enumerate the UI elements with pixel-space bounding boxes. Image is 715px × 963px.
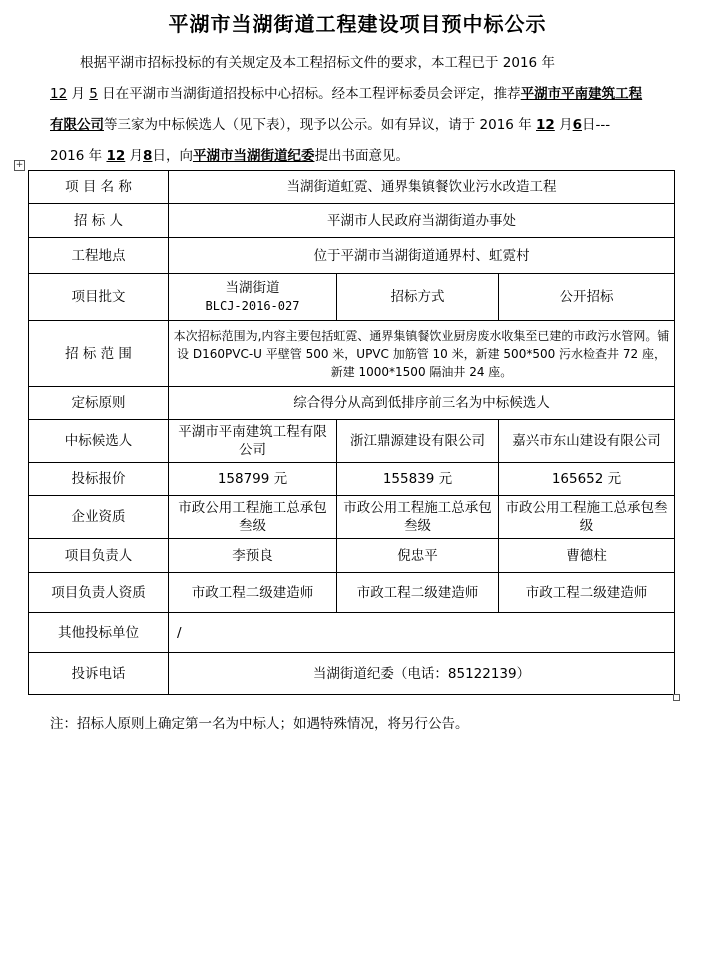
complaint-phone: 当湖街道纪委（电话：85122139） bbox=[169, 653, 675, 695]
project-name: 当湖街道虹霓、通界集镇餐饮业污水改造工程 bbox=[169, 171, 675, 204]
table-row bbox=[29, 204, 675, 238]
candidate-bid: 158799 元 bbox=[169, 463, 337, 496]
date-month: 12 bbox=[536, 117, 555, 133]
project-name-label: 项 目 名 称 bbox=[29, 171, 169, 204]
scope-label: 招 标 范 围 bbox=[29, 321, 169, 387]
date-month: 12 bbox=[106, 148, 126, 164]
intro-text: 日，向 bbox=[152, 148, 193, 164]
candidate-manager-qual: 市政工程二级建造师 bbox=[337, 573, 499, 613]
date-month: 12 bbox=[50, 86, 68, 102]
bid-label: 投标报价 bbox=[29, 463, 169, 496]
table-row bbox=[29, 613, 675, 653]
candidate-name: 嘉兴市东山建设有限公司 bbox=[499, 420, 675, 463]
candidate-qualification: 市政公用工程施工总承包叁级 bbox=[499, 496, 675, 539]
move-handle-icon[interactable]: + bbox=[15, 160, 24, 170]
candidate-manager: 李预良 bbox=[169, 539, 337, 573]
candidate-bid: 165652 元 bbox=[499, 463, 675, 496]
page-title: 平湖市当湖街道工程建设项目预中标公示 bbox=[168, 12, 547, 36]
table-row bbox=[29, 539, 675, 573]
approval-code: BLCJ-2016-027 bbox=[205, 299, 300, 313]
recommended-company: 平湖市平南建筑工程有限公司 bbox=[50, 86, 643, 133]
scope-text: 本次招标范围为,内容主要包括虹霓、通界集镇餐饮业厨房废水收集至已建的市政污水管网。铺设 D160PVC-U 平壁管 500 米，UPVC 加筋管 10 米，新建 500*500 污水检查井 72 座，新建 1000*1500 隔油井 24 座。 bbox=[169, 321, 675, 387]
other-bidders: / bbox=[169, 613, 675, 653]
intro-text: 日在平湖市当湖街道招投标中心招标。经本工程评标委员会评定，推荐 bbox=[102, 86, 521, 102]
intro-text: 月 bbox=[71, 86, 85, 102]
candidate-qualification: 市政公用工程施工总承包叁级 bbox=[337, 496, 499, 539]
manager-label: 项目负责人 bbox=[29, 539, 169, 573]
table-row bbox=[29, 171, 675, 204]
table-row bbox=[29, 496, 675, 539]
method: 公开招标 bbox=[499, 274, 675, 321]
tenderer: 平湖市人民政府当湖街道办事处 bbox=[169, 204, 675, 238]
table-row bbox=[29, 463, 675, 496]
principle-label: 定标原则 bbox=[29, 387, 169, 420]
intro-text: 月 bbox=[129, 148, 144, 164]
location-label: 工程地点 bbox=[29, 238, 169, 274]
candidate-manager-qual: 市政工程二级建造师 bbox=[169, 573, 337, 613]
candidate-name: 平湖市平南建筑工程有限公司 bbox=[169, 420, 337, 463]
other-label: 其他投标单位 bbox=[29, 613, 169, 653]
table-row bbox=[29, 321, 675, 387]
intro-text: 月 bbox=[559, 117, 573, 133]
approval-line: 当湖街道 bbox=[225, 280, 280, 296]
intro-text: 提出书面意见。 bbox=[314, 148, 409, 164]
intro-text: 日--- 2016 年 bbox=[50, 117, 611, 164]
manager-qual-label: 项目负责人资质 bbox=[29, 573, 169, 613]
tenderer-label: 招 标 人 bbox=[29, 204, 169, 238]
footnote: 注：招标人原则上确定第一名为中标人；如遇特殊情况，将另行公告。 bbox=[50, 716, 469, 732]
candidate-bid: 155839 元 bbox=[337, 463, 499, 496]
table-row bbox=[29, 653, 675, 695]
method-label: 招标方式 bbox=[337, 274, 499, 321]
table-row bbox=[29, 238, 675, 274]
qualification-label: 企业资质 bbox=[29, 496, 169, 539]
candidates-label: 中标候选人 bbox=[29, 420, 169, 463]
candidate-manager: 曹德柱 bbox=[499, 539, 675, 573]
principle: 综合得分从高到低排序前三名为中标候选人 bbox=[169, 387, 675, 420]
location: 位于平湖市当湖街道通界村、虹霓村 bbox=[169, 238, 675, 274]
candidate-manager: 倪忠平 bbox=[337, 539, 499, 573]
approval-label: 项目批文 bbox=[29, 274, 169, 321]
table-row bbox=[29, 420, 675, 463]
candidate-name: 浙江鼎源建设有限公司 bbox=[337, 420, 499, 463]
complaint-org: 平湖市当湖街道纪委 bbox=[192, 148, 315, 164]
table-row bbox=[29, 274, 675, 321]
date-day: 5 bbox=[89, 86, 98, 102]
resize-handle-icon[interactable] bbox=[673, 694, 680, 701]
complaint-label: 投诉电话 bbox=[29, 653, 169, 695]
intro-text: 根据平湖市招标投标的有关规定及本工程招标文件的要求，本工程已于 2016 年 bbox=[80, 55, 555, 71]
table-row bbox=[29, 573, 675, 613]
date-day: 6 bbox=[572, 117, 582, 133]
bid-table bbox=[28, 170, 675, 695]
intro-text: 等三家为中标候选人（见下表），现予以公示。如有异议，请于 2016 年 bbox=[104, 117, 532, 133]
candidate-qualification: 市政公用工程施工总承包叁级 bbox=[169, 496, 337, 539]
approval-value bbox=[169, 274, 337, 321]
date-day: 8 bbox=[143, 148, 153, 164]
intro-paragraph bbox=[50, 48, 645, 172]
candidate-manager-qual: 市政工程二级建造师 bbox=[499, 573, 675, 613]
table-row bbox=[29, 387, 675, 420]
